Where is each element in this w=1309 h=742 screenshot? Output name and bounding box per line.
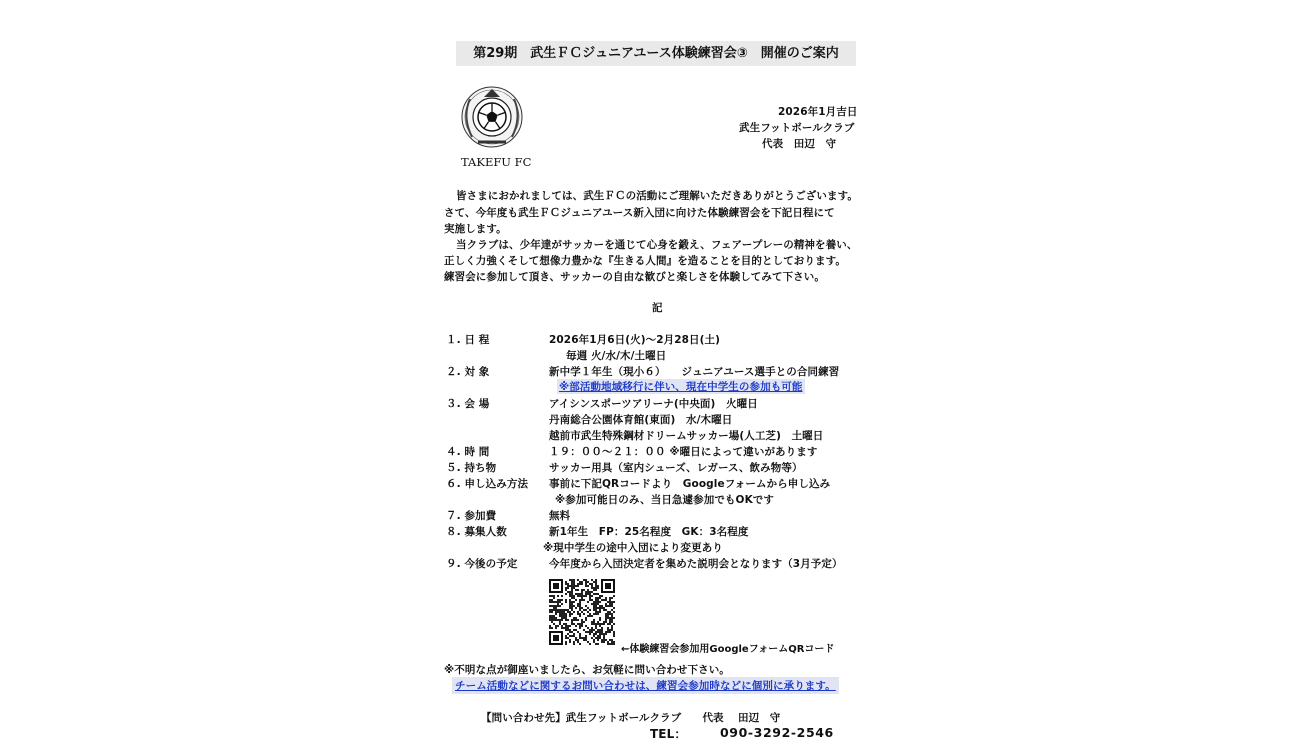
tel-label: TEL： (650, 727, 687, 741)
soccer-crest-icon (456, 81, 536, 153)
item-label-schedule: １. 日 程 (446, 334, 490, 346)
venue-line: 丹南総合公園体育館(東面) 水/木曜日 (549, 414, 733, 426)
intro-line: 当クラブは、少年達がサッカーを通じて心身を鍛え、フェアープレーの精神を養い、 (456, 239, 858, 251)
footer-note: ※不明な点が御座いましたら、お気軽に問い合わせ下さい。 (444, 664, 730, 676)
venue-line: アイシンスポーツアリーナ(中央面) 火曜日 (549, 398, 758, 410)
intro-line: 正しく力強くそして想像力豊かな『生きる人間』を造ることを目的としております。 (444, 255, 846, 267)
item-label-belongings: ５. 持ち物 (446, 462, 497, 474)
representative: 代表 田辺 守 (762, 138, 837, 150)
contact-info-link[interactable]: チーム活動などに関するお問い合わせは、練習会参加時などに個別に承ります。 (452, 677, 839, 694)
item-label-apply: ６. 申し込み方法 (446, 478, 529, 490)
takefu-fc-logo (456, 81, 536, 171)
item-value-capacity: 新1年生 FP：25名程度 GK：3名程度 (549, 526, 749, 538)
qr-caption: ←体験練習会参加用GoogleフォームQRコード (621, 644, 835, 655)
item-label-plan: ９. 今後の予定 (446, 558, 518, 570)
club-name: 武生フットボールクラブ (739, 122, 855, 134)
item-value-apply: 事前に下記QRコードより Googleフォームから申し込み (549, 478, 831, 490)
logo-name: TAKEFU FC (461, 155, 532, 169)
item-label-capacity: ８. 募集人数 (446, 526, 507, 538)
qr-code-icon (549, 579, 615, 645)
venue-line: 越前市武生特殊鋼材ドリームサッカー場(人工芝) 土曜日 (549, 430, 824, 442)
intro-line: 皆さまにおかれましては、武生ＦＣの活動にご理解いただきありがとうございます。 (456, 190, 858, 202)
item-value-fee: 無料 (549, 510, 571, 522)
contact-line: 【問い合わせ先】武生フットボールクラブ 代表 田辺 守 (481, 712, 781, 724)
item-value-target: 新中学１年生（現小６） ジュニアユース選手との合同練習 (549, 366, 840, 378)
item-sub-capacity: ※現中学生の途中入団により変更あり (543, 542, 723, 554)
ki-heading: 記 (652, 302, 663, 314)
item-label-target: ２. 対 象 (446, 366, 490, 378)
issue-date: 2026年1月吉日 (778, 106, 858, 118)
item-value-belongings: サッカー用具（室内シューズ、レガース、飲み物等） (549, 462, 803, 474)
item-sub-schedule: 毎週 火/水/木/土曜日 (566, 350, 667, 362)
document-title: 第29期 武生ＦＣジュニアユース体験練習会③ 開催のご案内 (456, 41, 856, 66)
item-label-time: ４. 時 間 (446, 446, 490, 458)
google-form-qr-code[interactable] (549, 579, 615, 645)
club-activity-note-link[interactable]: ※部活動地域移行に伴い、現在中学生の参加も可能 (559, 381, 803, 393)
intro-line: 練習会に参加して頂き、サッカーの自由な歓びと楽しさを体験してみて下さい。 (444, 271, 825, 283)
item-value-time: １９：００～２１：００ ※曜日によって違いがあります (549, 446, 818, 458)
item-value-schedule: 2026年1月6日(火)～2月28日(土) (549, 334, 721, 346)
item-label-venue: ３. 会 場 (446, 398, 490, 410)
item-label-fee: ７. 参加費 (446, 510, 497, 522)
intro-line: 実施します。 (444, 223, 507, 235)
item-sub-apply: ※参加可能日のみ、当日急遽参加でもOKです (555, 494, 774, 506)
item-value-plan: 今年度から入団決定者を集めた説明会となります（3月予定） (549, 558, 843, 570)
intro-line: さて、今年度も武生ＦＣジュニアユース新入団に向けた体験練習会を下記日程にて (444, 207, 835, 219)
tel-number[interactable]: 090-3292-2546 (720, 725, 834, 740)
